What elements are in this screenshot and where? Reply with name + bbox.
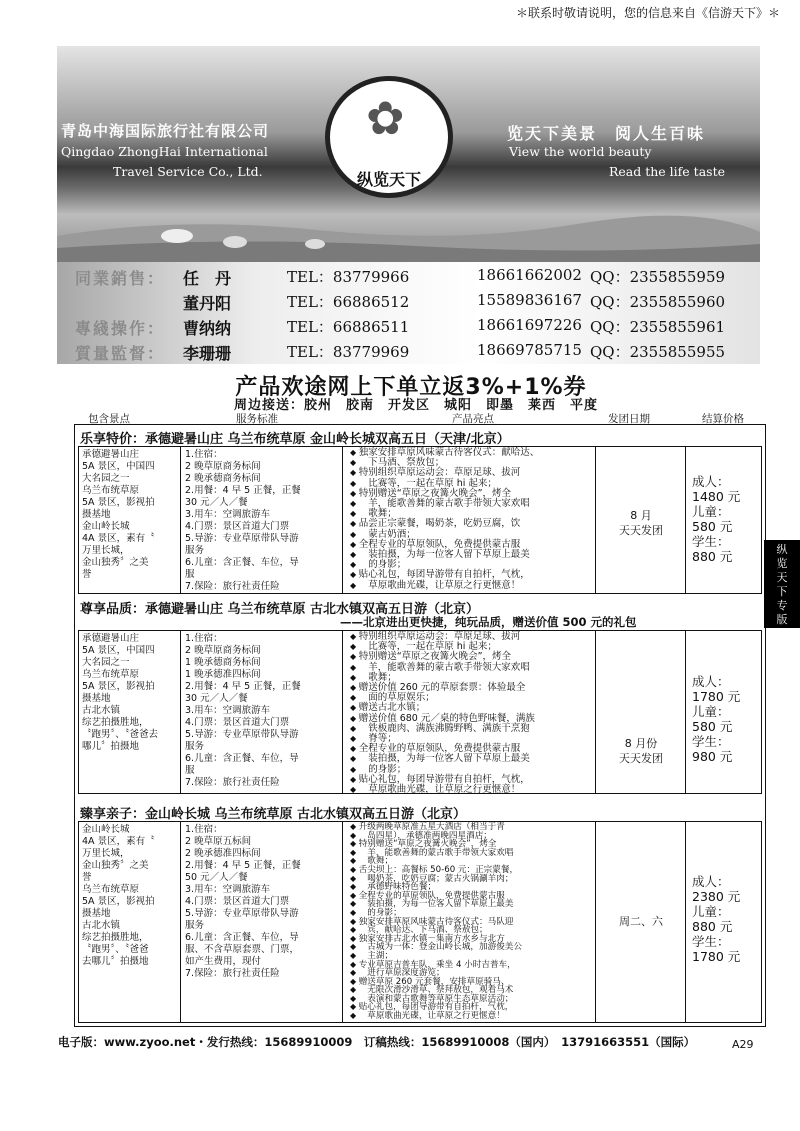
slogan-cn: 览天下美景 阅人生百味 xyxy=(507,124,706,143)
company-name-en-line2: Travel Service Co., Ltd. xyxy=(113,164,263,179)
included-attractions: 金山岭长城 4A 景区，素有〝 万里长城， 金山独秀〞之美 誉 乌兰布统草原 5A 景区，影视拍 摄基地 古北水镇 综艺拍摄胜地， 〝跑男〞、〝爸爸 去哪儿〞拍摄地 xyxy=(82,824,155,967)
contact-mobile: 18661662002 xyxy=(477,266,582,284)
contact-qq: QQ：2355855959 xyxy=(590,268,726,286)
contact-name: 李珊珊 xyxy=(183,344,232,363)
logo-text: 纵览天下 xyxy=(356,170,421,189)
contact-row xyxy=(57,341,760,366)
contact-row xyxy=(57,316,760,341)
service-standards: 1.住宿： 2 晚草原商务标间 1 晚承德商务标间 1 晚承德准四标间 2.用餐：4 早 5 正餐，正餐 30 元／人／餐 3.用车：空调旅游车 4.门票：景区首道大门票 5.导游：专业草原带队导游 服务 6.儿童：含正餐、车位，导 服 7.保险：旅行社责任险 xyxy=(185,633,301,788)
slogan-en-line1: View the world beauty xyxy=(509,144,652,159)
contact-qq: QQ：2355855960 xyxy=(590,293,726,311)
product-title: 臻享亲子：金山岭长城 乌兰布统草原 古北水镇双高五日游（北京） xyxy=(80,807,467,822)
contact-qq: QQ：2355855955 xyxy=(590,343,726,361)
page-number: A29 xyxy=(732,1038,754,1051)
product-highlights: ◆ 升级两晚草原准五星大酒店（相当于青 ◆ 岛四星），承德准两晚四星酒店； ◆ 特别赠送“草原之夜篝火晚会”，烤全 ◆ 羊，能歌善舞的蒙古歌手带领大家欢唱 ◆ 歌舞； ◆ 舌尖坝上：高餐标 50-60 元：正宗蒙餐， ◆ 喝奶茶，吃奶豆腐；蒙古火锅涮羊肉； ◆ 承德野味特色餐； ◆ 全程专业的草原领队，免费提供蒙古服 ◆ 装拍摄，为每一位客人留下草原上最美 ◆ 的身影； ◆ 独家安排草原风味蒙古待客仪式：马队迎 ◆ 宾，献哈达、下马酒、祭敖包； ◆ 独家安排古北水镇－集南方水乡与北方 ◆ 古城为一体：登金山岭长城，加游俊美公 ◆ 主湖； ◆ 专业草原吉普车队，乘坐 4 小时吉普车， ◆ 进行草原深度游览； ◆ 赠送草原 260 元套餐，安排草原骑马、 ◆ 无限次滑沙滑草、祭拜敖包，观看马术 ◆ 表演和蒙古歌舞等草原生态草原活动； ◆ 贴心礼包，每团导游带有自拍杆，气枕， ◆ 草原歌曲光碟，让草原之行更惬意！ xyxy=(350,823,594,1021)
header-service: 服务标准 xyxy=(236,413,278,425)
contact-role: 同業銷售： xyxy=(75,269,166,288)
header-included: 包含景点 xyxy=(88,413,130,425)
price-list: 成人： 1480 元 儿童： 580 元 学生： 880 元 xyxy=(692,474,741,564)
service-standards: 1.住宿： 2 晚草原商务标间 2 晚承德商务标间 2.用餐：4 早 5 正餐，正餐 30 元／人／餐 3.用车：空调旅游车 4.门票：景区首道大门票 5.导游：专业草原带队导游 服务 6.儿童：含正餐、车位，导 服 7.保险：旅行社责任险 xyxy=(185,449,301,592)
departure-date: 周二、六 xyxy=(619,915,663,928)
company-name-en-line1: Qingdao ZhongHai International xyxy=(61,144,268,159)
included-attractions: 承德避暑山庄 5A 景区，中国四 大名园之一 乌兰布统草原 5A 景区，影视拍 摄基地 金山岭长城 4A 景区，素有〝 万里长城， 金山独秀〞之美 誉 xyxy=(82,449,155,580)
product-highlights: ◆ 特别组织草原运动会：草原足球、拔河 ◆ 比赛等，一起在草原 hi 起来； ◆ 特别赠送“草原之夜篝火晚会”，烤全 ◆ 羊，能歌善舞的蒙古歌手带领大家欢唱 ◆ 歌舞； ◆ 赠送价值 260 元的草原套票：体验最全 ◆ 面的草原娱乐； ◆ 赠送古北水镇； ◆ 赠送价值 680 元／桌的特色野味餐，满族 ◆ 铁板鹿肉、满族沸腾野鸭、满族干烹狍 ◆ 脊等； ◆ 全程专业的草原领队，免费提供蒙古服 ◆ 装拍摄，为每一位客人留下草原上最美 ◆ 的身影； ◆ 贴心礼包，每团导游带有自拍杆，气枕， ◆ 草原歌曲光碟，让草原之行更惬意！ xyxy=(350,632,594,795)
header-banner xyxy=(57,46,760,262)
flower-icon: ✿ xyxy=(366,91,405,145)
product-subtitle: ——北京进出更快捷，纯玩品质，赠送价值 500 元的礼包 xyxy=(340,615,637,629)
product-title: 乐享特价：承德避暑山庄 乌兰布统草原 金山岭长城双高五日（天津/北京） xyxy=(80,432,510,447)
contact-role: 質量監督： xyxy=(75,344,166,363)
product-title: 尊享品质：承德避暑山庄 乌兰布统草原 古北水镇双高五日游（北京） xyxy=(80,602,480,617)
service-standards: 1.住宿： 2 晚草原五标间 2 晚承德准四标间 2.用餐：4 早 5 正餐，正餐 50 元／人／餐 3.用车：空调旅游车 4.门票：景区首道大门票 5.导游：专业草原带队导游 服务 6.儿童：含正餐、车位，导 服、不含草原套票、门票， 如产生费用，现付 7.保险：旅行社责任险 xyxy=(185,824,301,979)
slogan-en-line2: Read the life taste xyxy=(609,164,725,179)
contact-tel: TEL：66886512 xyxy=(287,293,410,311)
source-note: ＊联系时敬请说明，您的信息来自《信游天下》＊ xyxy=(515,6,780,20)
pickup-areas: 周边接送：胶州 胶南 开发区 城阳 即墨 莱西 平度 xyxy=(233,398,598,413)
price-list: 成人： 1780 元 儿童： 580 元 学生： 980 元 xyxy=(692,674,741,764)
price-list: 成人： 2380 元 儿童： 880 元 学生： 1780 元 xyxy=(692,874,741,964)
contact-row xyxy=(57,266,760,291)
product-highlights: ◆ 独家安排草原风味蒙古待客仪式：献哈达、 ◆ 下马酒、祭敖包； ◆ 特别组织草原运动会：草原足球、拔河 ◆ 比赛等，一起在草原 hi 起来； ◆ 特别赠送“草原之夜篝火晚会”，烤全 ◆ 羊，能歌善舞的蒙古歌手带领大家欢唱 ◆ 歌舞； ◆ 品尝正宗蒙餐，喝奶茶，吃奶豆腐，饮 ◆ 蒙古奶酒； ◆ 全程专业的草原领队，免费提供蒙古服 ◆ 装拍摄，为每一位客人留下草原上最美 ◆ 的身影； ◆ 贴心礼包，每团导游带有自拍杆，气枕， ◆ 草原歌曲光碟，让草原之行更惬意！ xyxy=(350,448,594,591)
contact-name: 曹纳纳 xyxy=(183,319,232,338)
grassland-hills-graphic xyxy=(57,206,760,262)
contact-tel: TEL：83779969 xyxy=(287,343,410,361)
contact-row xyxy=(57,291,760,316)
footer-hotlines: 电子版：www.zyoo.net・发行热线：15689910009 订稿热线：15689910008（国内） 13791663551（国际） xyxy=(58,1035,696,1049)
header-price: 结算价格 xyxy=(702,413,744,425)
column-headers xyxy=(76,411,766,425)
contact-name: 董丹阳 xyxy=(183,294,232,313)
contact-mobile: 18669785715 xyxy=(477,341,582,359)
contact-tel: TEL：83779966 xyxy=(287,268,410,286)
departure-date: 8 月 天天发团 xyxy=(619,509,663,537)
contact-role: 專綫操作： xyxy=(75,319,166,338)
promo-headline: 产品欢途网上下单立返3%+1%券 xyxy=(235,375,587,400)
contact-mobile: 18661697226 xyxy=(477,316,582,334)
contact-qq: QQ：2355855961 xyxy=(590,318,726,336)
side-section-tab: 纵 览 天 下 专 版 xyxy=(764,540,800,628)
brand-logo xyxy=(325,76,453,198)
date-column-border xyxy=(595,630,686,794)
header-date: 发团日期 xyxy=(608,413,650,425)
contact-panel xyxy=(57,262,760,364)
contact-mobile: 15589836167 xyxy=(477,291,582,309)
company-name-cn: 青岛中海国际旅行社有限公司 xyxy=(61,122,270,140)
header-highlights: 产品亮点 xyxy=(452,413,494,425)
contact-name: 任 丹 xyxy=(183,269,232,288)
departure-date: 8 月份 天天发团 xyxy=(619,737,663,765)
included-attractions: 承德避暑山庄 5A 景区，中国四 大名园之一 乌兰布统草原 5A 景区，影视拍 摄基地 古北水镇 综艺拍摄胜地， 〝跑男〞、〝爸爸去 哪儿〞拍摄地 xyxy=(82,633,159,752)
contact-tel: TEL：66886511 xyxy=(287,318,410,336)
